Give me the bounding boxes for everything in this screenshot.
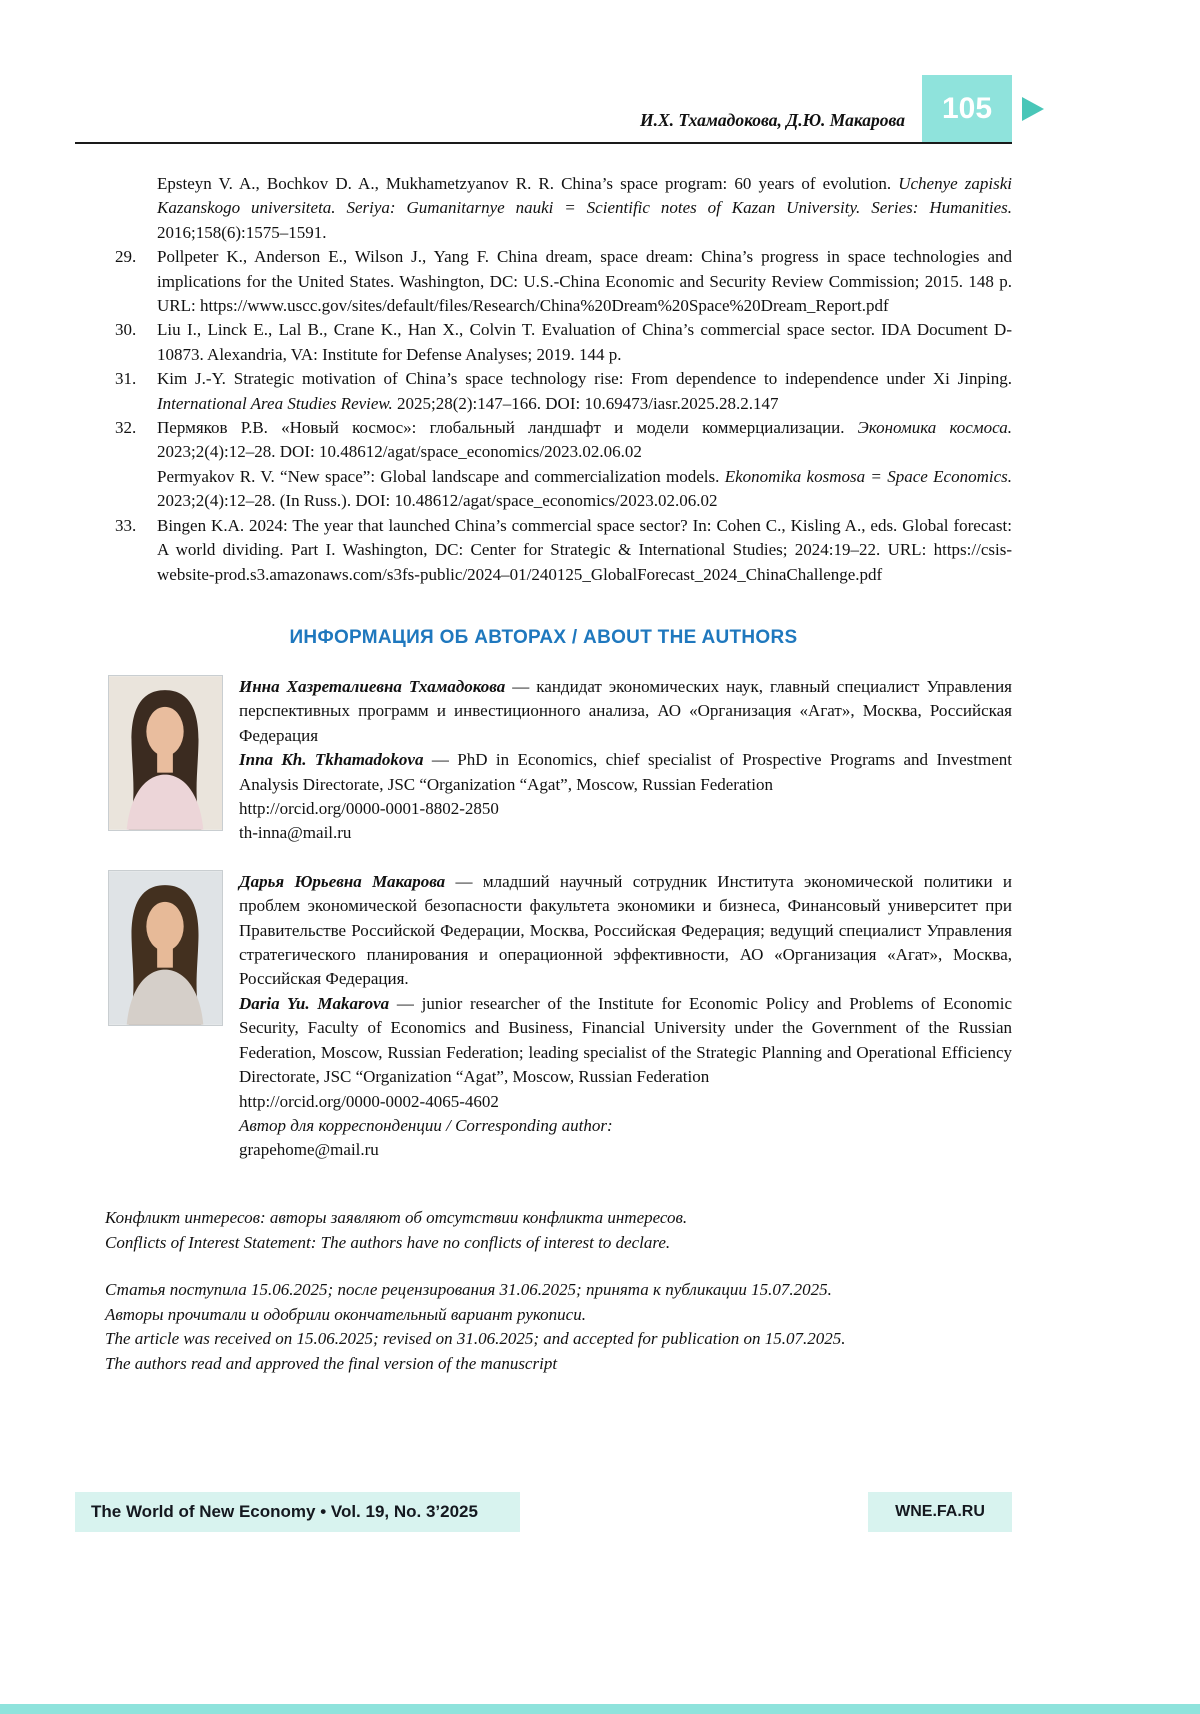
footer-journal-box	[75, 1492, 520, 1532]
references-list	[115, 172, 1012, 587]
bottom-accent-strip	[0, 1704, 1200, 1714]
reference-number: 31.	[115, 369, 137, 389]
reference-number	[115, 172, 157, 245]
header-rule	[75, 142, 1012, 144]
statements-line	[105, 1231, 1012, 1256]
text-segment: — младший научный сотрудник Института экономической политики и проблем экономической безопасности факультета экономики и бизнеса, Финансовый университет при Правительстве Российской Федерации, Москва, Российская Федерация; ведущий специалист Управления стратегического планирования и операционной эффективности, АО «Организация «Агат», Москва, Российская Федерация.	[239, 871, 1012, 989]
author-paragraph	[239, 992, 1012, 1090]
page-number-box	[922, 75, 1012, 142]
authors-list	[108, 675, 1012, 1187]
text-segment: — PhD in Economics, chief specialist of Prospective Programs and Investment Analysis Directorate, JSC “Organization “Agat”, Moscow, Russian Federation	[239, 750, 1012, 794]
author-photo	[108, 870, 223, 1026]
page-number: 105	[941, 91, 993, 125]
footer-site-box	[868, 1492, 1012, 1532]
text-segment: grapehome@mail.ru	[239, 1140, 379, 1160]
dates-block	[105, 1278, 1012, 1376]
footer-journal-label: The World of New Economy • Vol. 19, No. 3’2025	[91, 1502, 478, 1521]
reference-text	[157, 465, 1012, 514]
author-paragraph	[239, 675, 1012, 748]
text-segment: 2025;28(2):147–166. DOI: 10.69473/iasr.2025.28.2.147	[392, 393, 779, 413]
statements-line	[105, 1206, 1012, 1231]
reference-text	[157, 318, 1012, 367]
text-segment: Конфликт интересов: авторы заявляют об отсутствии конфликта интересов.	[105, 1208, 688, 1227]
authors-section-heading: ИНФОРМАЦИЯ ОБ АВТОРАХ / ABOUT THE AUTHORS	[289, 627, 798, 648]
text-segment: Uchenye zapiski Kazanskogo universiteta. Seriya: Gumanitarnye nauki = Scientific notes of Kazan University. Series: Humanities.	[157, 174, 1012, 218]
reference-text	[157, 245, 1012, 318]
dates-line	[105, 1303, 1012, 1328]
text-segment: Liu I., Linck E., Lal B., Crane K., Han X., Colvin T. Evaluation of China’s commercial space sector. IDA Document D-10873. Alexandria, VA: Institute for Defense Analyses; 2019. 144 p.	[157, 320, 1012, 364]
author-paragraph	[239, 1114, 1012, 1138]
arrow-right-icon	[1022, 97, 1044, 121]
text-segment: Conflicts of Interest Statement: The authors have no conflicts of interest to declare.	[105, 1232, 671, 1252]
text-segment: Статья поступила 15.06.2025; после рецензирования 31.06.2025; принята к публикации 15.07.2025.	[105, 1280, 832, 1299]
author-paragraph	[239, 748, 1012, 797]
reference-item	[115, 465, 1012, 514]
author-paragraph	[239, 821, 1012, 845]
reference-item	[115, 514, 1012, 587]
text-segment: Ekonomika kosmosa = Space Economics.	[724, 466, 1012, 486]
text-segment: Pollpeter K., Anderson E., Wilson J., Yang F. China dream, space dream: China’s progress in space technologies and implications for the United States. Washington, DC: U.S.-China Economic and Security Review Commission; 2015. 148 p. URL: https://www.uscc.gov/sites/default/files/Research/China%20Dream%20Space%20Dream_Report.pdf	[157, 247, 1012, 316]
text-segment: Пермяков Р.В. «Новый космос»: глобальный ландшафт и модели коммерциализации.	[157, 418, 858, 438]
author-paragraph	[239, 1138, 1012, 1162]
reference-item	[115, 172, 1012, 245]
author-text	[239, 675, 1012, 846]
text-segment: Инна Хазреталиевна Тхамадокова	[239, 677, 506, 696]
text-segment: 2023;2(4):12–28. (In Russ.). DOI: 10.48612/agat/space_economics/2023.02.06.02	[157, 491, 718, 511]
reference-number: 30.	[115, 320, 137, 340]
reference-text	[157, 367, 1012, 416]
reference-number: 32.	[115, 418, 137, 438]
author-paragraph	[239, 797, 1012, 821]
author-photo	[108, 675, 223, 831]
text-segment: 2023;2(4):12–28. DOI: 10.48612/agat/space_economics/2023.02.06.02	[157, 442, 642, 462]
text-segment: — кандидат экономических наук, главный специалист Управления перспективных программ и инвестиционного анализа, АО «Организация «Агат», Москва, Российская Федерация	[239, 677, 1012, 745]
text-segment: Автор для корреспонденции / Corresponding author:	[239, 1115, 613, 1135]
text-segment: Daria Yu. Makarova	[239, 993, 390, 1013]
author-text	[239, 870, 1012, 1163]
text-segment: International Area Studies Review.	[157, 393, 393, 413]
text-segment: Epsteyn V. A., Bochkov D. A., Mukhametzyanov R. R. China’s space program: 60 years of evolution.	[157, 174, 899, 193]
reference-item	[115, 318, 1012, 367]
text-segment: Bingen K.A. 2024: The year that launched China’s commercial space sector? In: Cohen C., Kisling A., eds. Global forecast: A world dividing. Part I. Washington, DC: Center for Strategic & International Studies; 2024:19–22. URL: https://csis-website-prod.s3.amazonaws.com/s3fs-public/2024–01/240125_GlobalForecast_2024_ChinaChallenge.pdf	[157, 515, 1012, 584]
reference-number: 29.	[115, 247, 137, 267]
author-paragraph	[239, 1090, 1012, 1114]
footer-site-label: WNE.FA.RU	[895, 1503, 985, 1520]
dates-line	[105, 1278, 1012, 1303]
text-segment: Permyakov R. V. “New space”: Global landscape and commercialization models.	[157, 466, 725, 486]
dates-line	[105, 1327, 1012, 1352]
text-segment: http://orcid.org/0000-0002-4065-4602	[239, 1091, 499, 1111]
statements-block	[105, 1206, 1012, 1255]
text-segment: — junior researcher of the Institute for Economic Policy and Problems of Economic Security, Faculty of Economics and Business, Financial University under the Government of the Russian Federation, Moscow, Russian Federation; leading specialist of the Strategic Planning and Operational Efficiency Directorate, JSC “Organization “Agat”, Moscow, Russian Federation	[239, 993, 1012, 1087]
reference-text	[157, 172, 1012, 245]
reference-number	[115, 465, 157, 514]
reference-number: 33.	[115, 515, 137, 535]
text-segment: 2016;158(6):1575–1591.	[157, 222, 327, 242]
reference-item	[115, 416, 1012, 465]
text-segment: http://orcid.org/0000-0001-8802-2850	[239, 799, 499, 819]
reference-text	[157, 416, 1012, 465]
author-block	[108, 675, 1012, 846]
reference-text	[157, 514, 1012, 587]
reference-item	[115, 245, 1012, 318]
author-block	[108, 870, 1012, 1163]
text-segment: Авторы прочитали и одобрили окончательный вариант рукописи.	[105, 1304, 586, 1324]
running-head: И.Х. Тхамадокова, Д.Ю. Макарова	[639, 110, 905, 130]
text-segment: The authors read and approved the final version of the manuscript	[105, 1353, 558, 1373]
text-segment: Inna Kh. Tkhamadokova	[239, 750, 424, 770]
text-segment: th-inna@mail.ru	[239, 823, 352, 843]
text-segment: Дарья Юрьевна Макарова	[239, 871, 446, 891]
text-segment: Kim J.-Y. Strategic motivation of China’s space technology rise: From dependence to independence under Xi Jinping.	[157, 369, 1012, 389]
dates-line	[105, 1352, 1012, 1377]
reference-item	[115, 367, 1012, 416]
author-paragraph	[239, 870, 1012, 992]
text-segment: Экономика космоса.	[857, 418, 1013, 438]
text-segment: The article was received on 15.06.2025; revised on 31.06.2025; and accepted for publication on 15.07.2025.	[105, 1329, 846, 1349]
